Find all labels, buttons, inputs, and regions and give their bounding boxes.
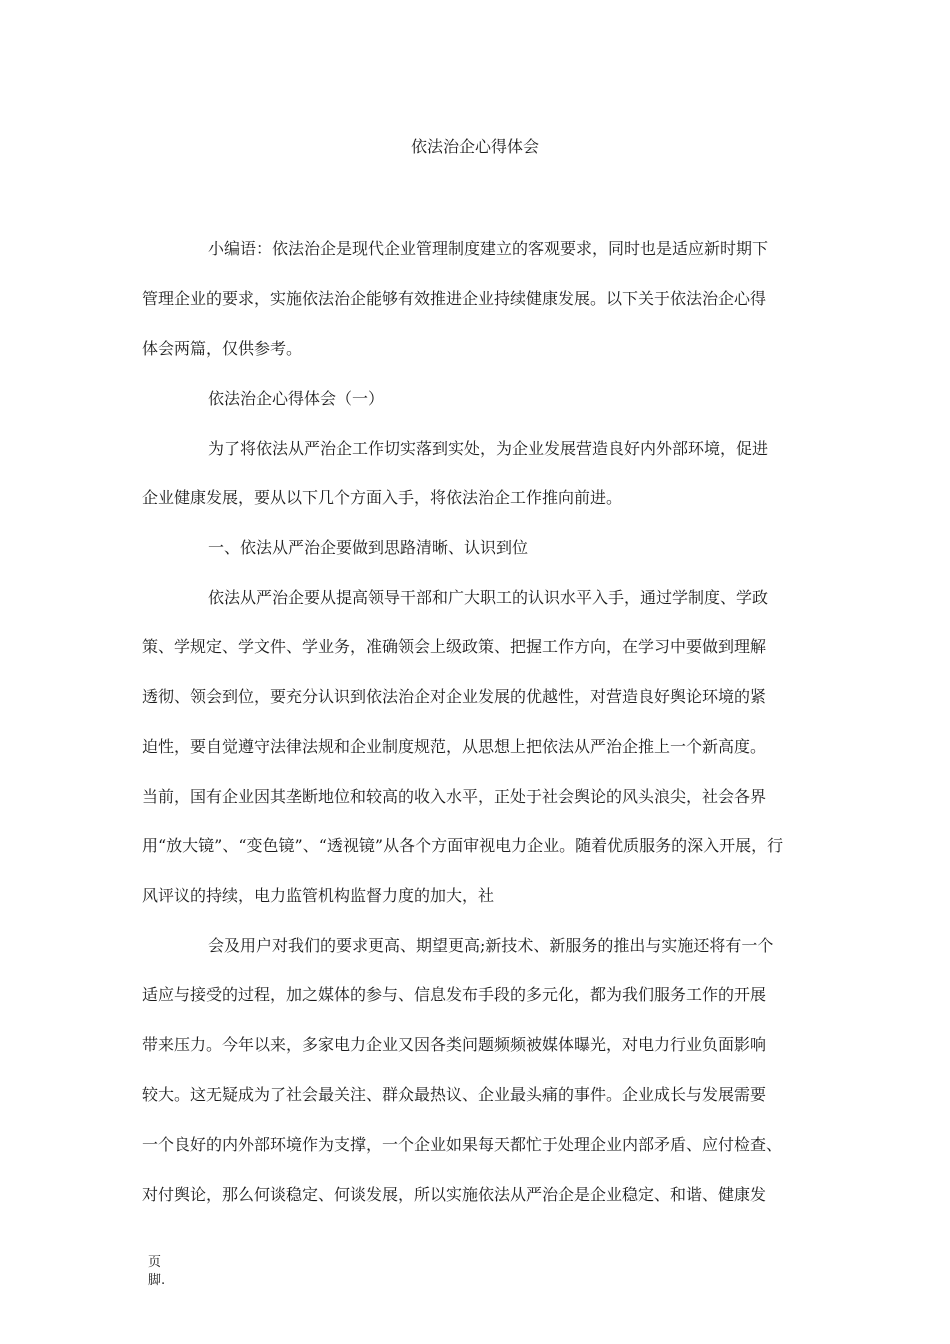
section-heading: 一、依法从严治企要做到思路清晰、认识到位 (208, 538, 529, 557)
paragraph-line: 风评议的持续，电力监管机构监督力度的加大，社 (142, 886, 495, 905)
page-footer (148, 1254, 165, 1290)
paragraph-line: 会及用户对我们的要求更高、期望更高;新技术、新服务的推出与实施还将有一个 (208, 936, 774, 955)
paragraph-line: 依法从严治企要从提高领导干部和广大职工的认识水平入手，通过学制度、学政 (208, 588, 769, 607)
paragraph-line: 为了将依法从严治企工作切实落到实处，为企业发展营造良好内外部环境，促进 (208, 439, 769, 458)
paragraph-line: 透彻、领会到位，要充分认识到依法治企对企业发展的优越性，对营造良好舆论环境的紧 (142, 687, 767, 706)
footer-text: 页 (148, 1255, 162, 1270)
paragraph-line: 策、学规定、学文件、学业务，准确领会上级政策、把握工作方向，在学习中要做到理解 (142, 637, 767, 656)
paragraph-line: 一个良好的内外部环境作为支撑，一个企业如果每天都忙于处理企业内部矛盾、应付检查、 (142, 1135, 783, 1154)
paragraph-line: 用“放大镜”、“变色镜”、“透视镜”从各个方面审视电力企业。随着优质服务的深入开展，行 (142, 836, 784, 855)
section-title: 依法治企心得体会（一） (208, 389, 385, 408)
paragraph-line: 企业健康发展，要从以下几个方面入手，将依法治企工作推向前进。 (142, 488, 623, 507)
intro-line: 管理企业的要求，实施依法治企能够有效推进企业持续健康发展。以下关于依法治企心得 (142, 289, 767, 308)
paragraph-line: 迫性，要自觉遵守法律法规和企业制度规范，从思想上把依法从严治企推上一个新高度。 (142, 737, 767, 756)
paragraph-line: 对付舆论，那么何谈稳定、何谈发展，所以实施依法从严治企是企业稳定、和谐、健康发 (142, 1185, 767, 1204)
paragraph-line: 带来压力。今年以来，多家电力企业又因各类问题频频被媒体曝光，对电力行业负面影响 (142, 1035, 767, 1054)
paragraph-line: 较大。这无疑成为了社会最关注、群众最热议、企业最头痛的事件。企业成长与发展需要 (142, 1085, 767, 1104)
footer-text: 脚. (148, 1273, 166, 1288)
paragraph-line: 适应与接受的过程，加之媒体的参与、信息发布手段的多元化，都为我们服务工作的开展 (142, 985, 767, 1004)
intro-line: 小编语：依法治企是现代企业管理制度建立的客观要求，同时也是适应新时期下 (208, 239, 769, 258)
intro-line: 体会两篇，仅供参考。 (142, 339, 303, 358)
document-title: 依法治企心得体会 (410, 137, 539, 156)
paragraph-line: 当前，国有企业因其垄断地位和较高的收入水平，正处于社会舆论的风头浪尖，社会各界 (142, 787, 767, 806)
